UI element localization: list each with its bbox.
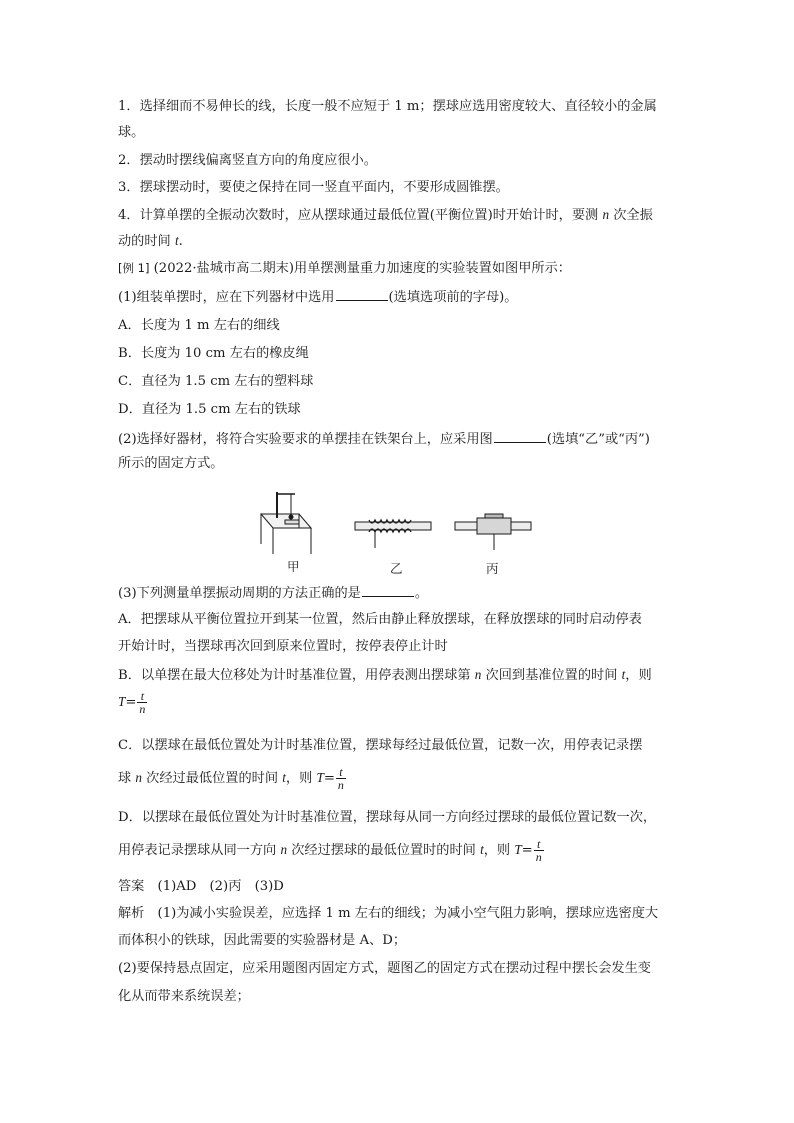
analysis-line-1: 解析 (1)为减小实验误差，应选择 1 m 左右的细线；为减小空气阻力影响，摆球应选密度大 bbox=[118, 906, 659, 921]
fraction-t-over-n: $\frac{t}{n}$ bbox=[139, 689, 146, 716]
note-1-line-1: 1．选择细而不易伸长的线，长度一般不应短于 1 m；摆球应选用密度较大、直径较小的金属 bbox=[118, 99, 657, 114]
q1-option-d: D．直径为 1.5 cm 左右的铁球 bbox=[118, 402, 301, 417]
q1-option-a: A．长度为 1 m 左右的细线 bbox=[118, 318, 280, 333]
figure-label-jia: 甲 bbox=[287, 559, 300, 574]
question-2-line-2: 所示的固定方式。 bbox=[118, 456, 224, 471]
q3-option-a-line-2: 开始计时，当摆球再次回到原来位置时，按停表停止计时 bbox=[118, 639, 448, 654]
answer-blank-1 bbox=[336, 287, 388, 301]
note-3: 3．摆球摆动时，要使之保持在同一竖直平面内，不要形成圆锥摆。 bbox=[118, 180, 509, 195]
q3-option-c-line-1: C．以摆球在最低位置处为计时基准位置，摆球每经过最低位置，记数一次，用停表记录摆 bbox=[118, 738, 643, 753]
figure-bing-clamp bbox=[455, 514, 531, 550]
analysis-line-3: (2)要保持悬点固定，应采用题图丙固定方式，题图乙的固定方式在摆动过程中摆长会发生变 bbox=[118, 961, 651, 976]
question-1: (1)组装单摆时，应在下列器材中选用 (选填选项前的字母)。 bbox=[118, 287, 517, 307]
example-intro: [例 1] (2022·盐城市高二期末)用单摆测量重力加速度的实验装置如图甲所示： bbox=[118, 261, 571, 276]
answer-blank-2 bbox=[494, 429, 546, 443]
analysis-line-4: 化从而带来系统误差； bbox=[118, 989, 250, 1004]
fraction-t-over-n: $\frac{t}{n}$ bbox=[337, 765, 344, 792]
note-4-line-1: 4．计算单摆的全振动次数时，应从摆球通过最低位置(平衡位置)时开始计时，要测 n 次全振 bbox=[118, 207, 653, 223]
q3-option-b-formula: T= $\frac{t}{n}$ bbox=[118, 689, 146, 716]
figure-label-bing: 丙 bbox=[486, 561, 499, 576]
fraction-t-over-n: $\frac{t}{n}$ bbox=[535, 837, 542, 864]
answer-line: 答案 (1)AD (2)丙 (3)D bbox=[118, 879, 284, 894]
q3-option-a-line-1: A．把摆球从平衡位置拉开到某一位置，然后由静止释放摆球，在释放摆球的同时启动停表 bbox=[118, 612, 642, 627]
q3-option-c-line-2: 球 n 次经过最低位置的时间 t，则 T= $\frac{t}{n}$ bbox=[118, 765, 344, 792]
analysis-line-2: 而体积小的铁球，因此需要的实验器材是 A、D； bbox=[118, 933, 407, 948]
note-4-line-2: 动的时间 t. bbox=[118, 233, 183, 249]
figure-jia-stand bbox=[261, 492, 311, 554]
q1-option-b: B．长度为 10 cm 左右的橡皮绳 bbox=[118, 346, 309, 361]
answer-blank-3 bbox=[362, 583, 414, 597]
figure-label-yi: 乙 bbox=[390, 561, 403, 576]
figure-yi-coil bbox=[355, 520, 431, 548]
q3-option-b-line-1: B．以单摆在最大位移处为计时基准位置，用停表测出摆球第 n 次回到基准位置的时间 t，则 bbox=[118, 667, 652, 683]
note-1-line-2: 球。 bbox=[118, 125, 145, 140]
q1-option-c: C．直径为 1.5 cm 左右的塑料球 bbox=[118, 374, 314, 389]
example-tag: [例 1] bbox=[118, 261, 150, 275]
question-2-line-1: (2)选择好器材，将符合实验要求的单摆挂在铁架台上，应采用图 (选填“乙”或“丙”) bbox=[118, 429, 650, 449]
q3-option-d-line-2: 用停表记录摆球从同一方向 n 次经过摆球的最低位置时的时间 t，则 T= $\frac{t}{n}$ bbox=[118, 837, 542, 864]
note-2: 2．摆动时摆线偏离竖直方向的角度应很小。 bbox=[118, 153, 377, 168]
q3-option-d-line-1: D．以摆球在最低位置处为计时基准位置，摆球每从同一方向经过摆球的最低位置记数一次， bbox=[118, 810, 657, 825]
question-3: (3)下列测量单摆振动周期的方法正确的是 。 bbox=[118, 583, 428, 603]
